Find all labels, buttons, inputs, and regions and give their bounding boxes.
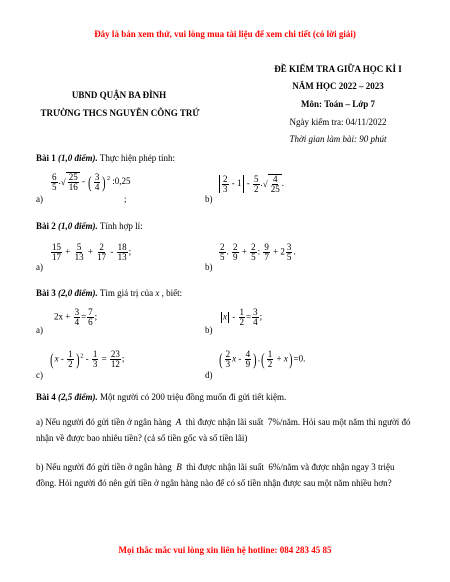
question-3c-expression: (x - $\frac{1}{2}$ )$^2$ - $\frac{1}{3}$ = $\frac{23}{12}$ ; [50, 349, 125, 369]
question-2b-expression: $\frac{2}{5}$ . $\frac{2}{9}$ + $\frac{2}{5}$ : $\frac{9}{7}$ + 2 $\frac{3}{5}$ . [220, 242, 296, 262]
exam-date: Ngày kiểm tra: 04/11/2022 [289, 117, 387, 127]
exam-duration: Thời gian làm bài: 90 phút [289, 134, 387, 144]
hotline-banner: Mọi thắc mắc vui lòng xin liên hệ hotline: 084 283 45 85 [118, 545, 332, 555]
exam-title: ĐỀ KIỂM TRA GIỮA HỌC KÌ I [274, 64, 402, 74]
question-1b-expression: $\frac{2}{3}$ - 1 - $\frac{5}{2}$ . √ $\frac{4}{25}$ . [218, 174, 284, 194]
question-3d-label: d) [205, 370, 213, 380]
question-4-heading: Bài 4 (2,5 điểm). Một người có 200 triệu đồng muốn đi gửi tiết kiệm. [36, 392, 287, 402]
question-3d-expression: ( $\frac{2}{3}$ x - $\frac{4}{9}$ ).( $\frac{1}{2}$ + x)=0. [219, 349, 306, 369]
district-name: UBND QUẬN BA ĐÌNH [71, 90, 167, 100]
question-1a-end: ; [124, 194, 127, 204]
question-3a-expression: 2x + $\frac{3}{4}$ = $\frac{7}{6}$ ; [54, 307, 98, 327]
school-name: TRƯỜNG THCS NGUYỄN CÔNG TRỨ [40, 108, 200, 118]
preview-banner: Đây là bản xem thử, vui lòng mua tài liệu để xem chi tiết (có lời giải) [94, 29, 356, 39]
question-2a-expression: $\frac{15}{17}$ + $\frac{5}{13}$ + $\frac{2}{17}$ - $\frac{18}{13}$ ; [52, 242, 132, 262]
question-1b-label: b) [205, 194, 213, 204]
question-1a-label: a) [36, 194, 43, 204]
question-3b-label: b) [205, 325, 213, 335]
question-1-heading: Bài 1 (1,0 điểm). Thực hiện phép tính: [36, 153, 175, 163]
question-2a-label: a) [36, 262, 43, 272]
school-year: NĂM HỌC 2022 – 2023 [292, 81, 384, 91]
question-4a-text: a) Nếu người đó gửi tiền ở ngân hàng A thì được nhận lãi suất 7%/năm. Hỏi sau một năm thì người đó nhận về được bao nhiêu tiền? (cả số tiền gốc và số tiền lãi) [36, 417, 411, 443]
question-3b-expression: x - $\frac{1}{2}$ = $\frac{3}{4}$ ; [223, 307, 263, 327]
question-3-heading: Bài 3 (2,0 điểm). Tìm giá trị của x , biết: [36, 288, 183, 298]
question-1a-expression: $\frac{6}{5}$ . √ $\frac{25}{16}$ - ( $\frac{3}{4}$ )$^2$ :0,25 [52, 171, 131, 192]
question-2-heading: Bài 2 (1,0 điểm). Tính hợp lí: [36, 221, 143, 231]
subject: Môn: Toán – Lớp 7 [300, 99, 375, 109]
question-3a-label: a) [36, 325, 43, 335]
question-3c-label: c) [36, 370, 43, 380]
question-4b-text: b) Nếu người đó gửi tiền ở ngân hàng B thì được nhận lãi suất 6%/năm và được nhận ngay 3 triệu đồng. Hỏi người đó nên gửi tiền ở ngân hàng nào để có số tiền nhận được sau một năm nhiều hơn? [36, 462, 395, 488]
question-2b-label: b) [205, 262, 213, 272]
